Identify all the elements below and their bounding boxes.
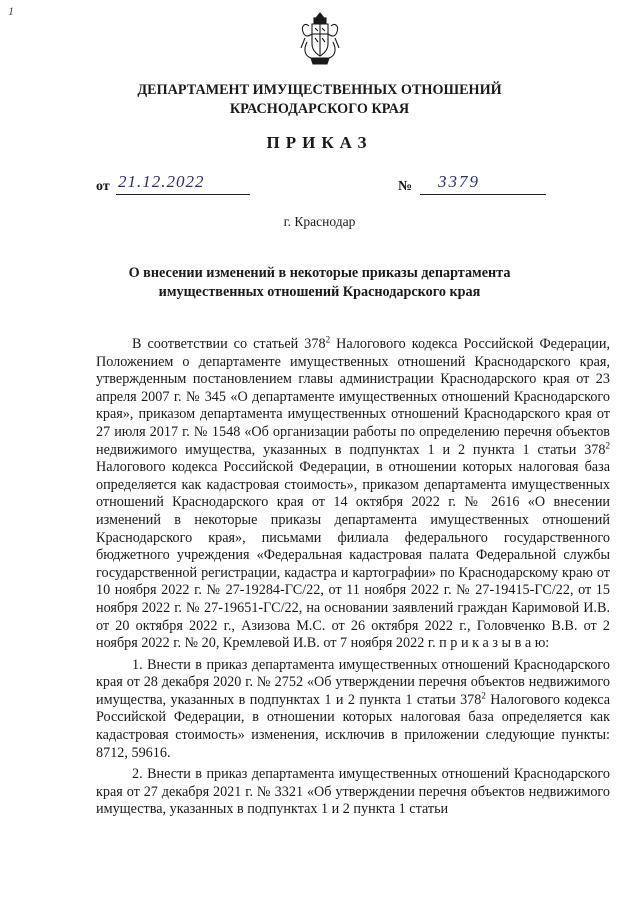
city-name: г. Краснодар [283, 214, 356, 229]
handwritten-page-mark: 1 [8, 4, 14, 18]
document-body [96, 336, 610, 819]
clause-2-paragraph [96, 766, 610, 819]
superscript: 2 [481, 690, 486, 701]
date-value-handwritten: 21.12.2022 [118, 172, 205, 191]
subject-line2: имущественных отношений Краснодарского края [158, 284, 481, 300]
clause-2-text: 2. Внести в приказ департамента имущественных отношений Краснодарского края от 27 декабря 2021 г. № 3321 «Об утверждении перечня объектов недвижимого имущества, указанных в подпунктах 1 и 2 пункта 1 статьи [96, 766, 610, 818]
preamble-text-b: Налогового кодекса Российской Федерации, Положением о департаменте имущественных отношений Краснодарского края, утвержденным постановлением главы администрации Краснодарского края от 23 апреля 2007 г. № 345 «О департаменте имущественных отношений Краснодарского края», приказом департамента имущественных отношений Краснодарского края от 27 июля 2017 г. № 1548 «Об организации работы по определению перечня объектов недвижимого имущества, указанных в подпунктах 1 и 2 пункта 1 статьи 378 [96, 336, 610, 458]
clause-1-text-a: 1. Внести в приказ департамента имущественных отношений Краснодарского края от 28 декабря 2020 г. № 2752 «Об утверждении перечня объектов недвижимого имущества, указанных в подпунктах 1 и 2 пункта 1 статьи 378 [96, 656, 610, 708]
superscript: 2 [325, 334, 331, 345]
department-name-line2: КРАСНОДАРСКОГО КРАЯ [229, 101, 410, 117]
coat-of-arms-icon [299, 12, 341, 68]
preamble-paragraph [96, 336, 610, 653]
number-label: № [398, 179, 413, 194]
preamble-text-a: В соответствии со статьей 378 [132, 336, 326, 352]
department-name-line1: ДЕПАРТАМЕНТ ИМУЩЕСТВЕННЫХ ОТНОШЕНИЙ [137, 82, 502, 98]
preamble-text-c: Налогового кодекса Российской Федерации, в отношении которых налоговая база определяется как кадастровая стоимость», приказом департамента имущественных отношений Краснодарского края от 14 октября 2022 г. № 2616 «О внесении изменений в некоторые приказы департамента имущественных отношений Краснодарского края», письмами филиала федерального государственного бюджетного учреждения «Федеральная кадастровая палата Федеральной службы государственной регистрации, кадастра и картографии» по Краснодарскому краю от 10 ноября 2022 г. № 27-19284-ГС/22, от 11 ноября 2022 г. № 27-19415-ГС/22, от 15 ноября 2022 г. № 27-19651-ГС/22, на основании заявлений граждан Каримовой И.В. от 20 октября 2022 г., Азизова М.С. от 26 октября 2022 г., Головченко В.В. от 2 ноября 2022 г. № 20, Кремлевой И.В. от 7 ноября 2022 г. п р и к а з ы в а ю: [96, 459, 610, 652]
date-label: от [96, 179, 110, 194]
number-underline [420, 194, 546, 195]
clause-1-paragraph [96, 657, 610, 763]
date-underline [116, 194, 250, 195]
subject-line1: О внесении изменений в некоторые приказы департамента [128, 265, 511, 281]
number-value-handwritten: 3379 [438, 172, 480, 191]
superscript: 2 [605, 439, 610, 450]
document-title: ПРИКАЗ [266, 133, 373, 152]
clause-1-text-b: Налогового кодекса Российской Федерации, в отношении которых налоговая база определяется как кадастровая стоимость» изменения, исключив в приложении следующие пункты: 8712, 59616. [96, 691, 610, 761]
